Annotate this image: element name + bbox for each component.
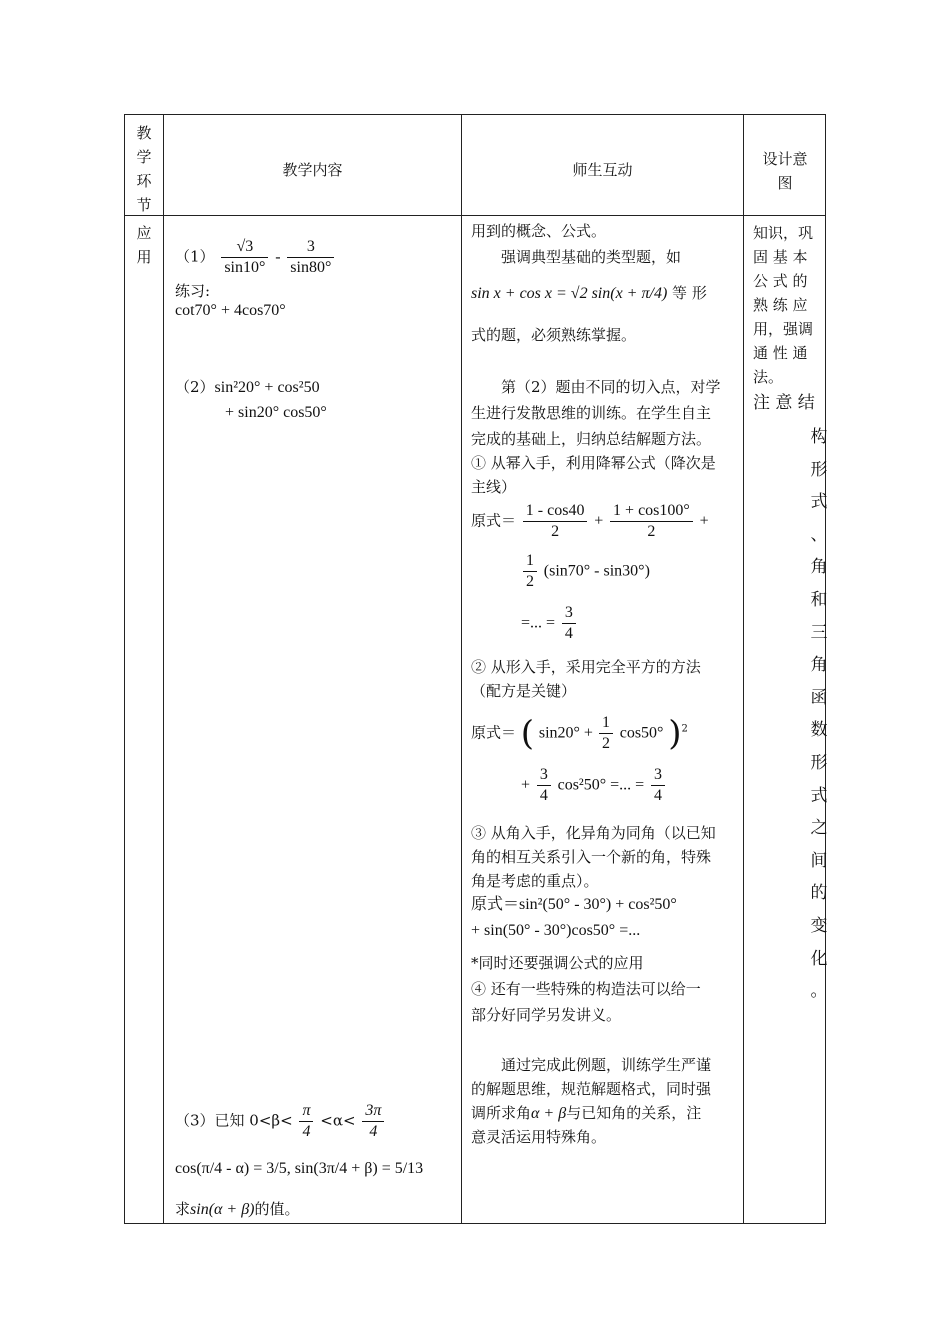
m1-res-num: 3	[562, 603, 576, 624]
m1-frac1-num: 1 - cos40	[523, 501, 588, 522]
m2-res-den: 4	[653, 787, 662, 804]
interaction-p1: 用到的概念、公式。	[471, 222, 607, 240]
intent-vertical-char: 角	[810, 655, 828, 676]
method4-line2: 部分好同学另发讲义。	[471, 1006, 622, 1024]
m1-half-den: 2	[526, 573, 534, 590]
m2-inner: sin20° +	[538, 724, 597, 742]
m2-plus: +	[521, 776, 531, 794]
method3-line2: 角的相互关系引入一个新的角，特殊	[471, 848, 712, 866]
header-intent-line2: 图	[777, 174, 793, 192]
intent-vertical-char: 形	[810, 752, 828, 773]
p2-formula: sin x + cos x = √2 sin(x + π/4)	[471, 285, 668, 302]
intent-line5: 用，强调	[753, 320, 814, 338]
m1-frac1-den: 2	[551, 523, 560, 540]
m1-result: =... =	[521, 614, 556, 632]
content-item2	[175, 375, 320, 400]
item3-ask-expr: sin(α + β)	[190, 1201, 255, 1218]
m1-res-den: 4	[564, 625, 573, 642]
m2-res-num: 3	[651, 765, 665, 786]
intent-line4: 熟 练 应	[753, 296, 808, 314]
item1-frac2-den: sin80°	[290, 259, 332, 276]
m1-frac2-num: 1 + cos100°	[610, 501, 693, 522]
header-intent	[744, 147, 826, 195]
item1-minus: -	[275, 248, 281, 266]
method1-line3	[521, 551, 650, 592]
method3-eq1: 原式＝sin²(50° - 30°) + cos²50°	[471, 896, 677, 913]
m2-lparen: (	[520, 713, 535, 754]
m1-half	[523, 551, 537, 592]
item3-mid: <α<	[320, 1111, 356, 1130]
header-content: 教学内容	[282, 161, 343, 179]
item1-frac1-den: sin10°	[224, 259, 266, 276]
item3-label: （3）已知 0<β<	[175, 1111, 293, 1130]
interaction-p2-tail: 式的题，必须熟练掌握。	[471, 326, 637, 344]
intent-vertical-char: 式	[810, 492, 828, 513]
item3-condition: cos(π/4 - α) = 3/5, sin(3π/4 + β) = 5/13	[175, 1160, 424, 1177]
method2-line2: （配方是关键）	[471, 682, 577, 700]
item3-frac1	[299, 1101, 313, 1142]
summary-line1: 通过完成此例题，训练学生严谨	[501, 1056, 712, 1074]
m2-square: 2	[681, 723, 688, 735]
intent-vertical-char: 间	[810, 850, 828, 871]
m2-34-den: 4	[539, 787, 548, 804]
interaction-p2-formula-line	[471, 281, 707, 306]
m1-frac2	[610, 501, 693, 542]
intent-line6: 通 性 通	[753, 344, 808, 362]
interaction-p3-line2: 生进行发散思维的训练。在学生自主	[471, 404, 712, 422]
method3-line1: ③ 从角入手，化异角为同角（以已知	[471, 824, 716, 842]
m2-34-num: 3	[537, 765, 551, 786]
item1-frac2	[287, 237, 334, 278]
m2-eq-label: 原式＝	[471, 723, 517, 742]
intent-line7: 法。	[753, 368, 784, 386]
content-item1	[175, 237, 336, 278]
column-divider	[461, 115, 462, 1223]
item1-frac2-num: 3	[287, 237, 334, 258]
m2-mid: cos²50° =... =	[557, 776, 645, 794]
p2-tail1: 等 形	[672, 284, 707, 302]
item1-frac1	[221, 237, 268, 278]
method2-line1: ② 从形入手，采用完全平方的方法	[471, 658, 701, 676]
m2-inner2: cos50°	[619, 724, 664, 742]
m1-eq-label: 原式＝	[471, 511, 517, 530]
m2-res-frac	[651, 765, 665, 806]
intent-vertical-char: 构	[810, 427, 828, 447]
intent-vertical-text	[809, 421, 829, 1008]
intent-vertical-char: 之	[810, 818, 828, 839]
item3-ask	[175, 1197, 300, 1222]
item3-frac2	[362, 1101, 384, 1142]
item1-label: （1）	[175, 247, 215, 266]
interaction-p3-line3: 完成的基础上，归纳总结解题方法。	[471, 430, 712, 448]
header-divider	[125, 215, 825, 216]
intent-vertical-char: 形	[810, 459, 828, 480]
m2-half	[599, 713, 613, 754]
practice-expr: cot70° + 4cos70°	[175, 302, 286, 319]
item3-frac2-num: 3π	[362, 1101, 384, 1122]
method4-line1: ④ 还有一些特殊的构造法可以给一	[471, 980, 701, 998]
summary-line3-expr: α + β	[531, 1105, 567, 1122]
intent-vertical-char: 式	[810, 785, 828, 806]
intent-vertical-char: 变	[810, 915, 828, 936]
m2-half-den: 2	[601, 735, 610, 752]
intent-line1: 知识，巩	[753, 224, 814, 242]
m1-plus-2: +	[699, 512, 709, 530]
m2-34	[537, 765, 551, 806]
item1-frac1-num: √3	[221, 237, 268, 258]
header-interaction: 师生互动	[572, 161, 633, 179]
method1-result	[521, 603, 578, 644]
item2-label: （2）	[175, 378, 215, 396]
intent-line8: 注 意 结	[753, 393, 815, 413]
intent-vertical-char: 函	[810, 687, 828, 708]
m2-half-num: 1	[599, 713, 613, 734]
intent-vertical-char: 的	[810, 883, 828, 904]
lesson-table	[124, 114, 826, 1224]
m1-paren: (sin70° - sin30°)	[543, 562, 650, 580]
header-intent-line1: 设计意	[762, 150, 808, 168]
method3-eq2: + sin(50° - 30°)cos50° =...	[471, 922, 641, 939]
m1-plus: +	[594, 512, 604, 530]
practice-label: 练习:	[175, 282, 211, 300]
method3-line3: 角是考虑的重点）。	[471, 872, 599, 890]
item2-line1: sin²20° + cos²50	[214, 379, 320, 396]
m1-frac1	[523, 501, 588, 542]
intent-vertical-char: 。	[810, 981, 828, 1002]
intent-line3: 公 式 的	[753, 272, 808, 290]
method2-line4	[521, 765, 667, 806]
item3-ask-suffix: 的值。	[254, 1200, 300, 1218]
m1-res-frac	[562, 603, 576, 644]
method1-line1: ① 从幂入手，利用降幂公式（降次是	[471, 454, 716, 472]
m2-rparen: )	[668, 713, 682, 754]
intent-line2: 固 基 本	[753, 248, 808, 266]
intent-vertical-char: 数	[810, 720, 828, 741]
interaction-note: *同时还要强调公式的应用	[471, 954, 644, 972]
item2-line2: + sin20° cos50°	[225, 404, 327, 421]
summary-line3-pre: 调所求角	[471, 1104, 532, 1122]
item3-frac1-num: π	[299, 1101, 313, 1122]
intent-vertical-char: 化	[810, 948, 828, 969]
method1-line2: 主线）	[471, 478, 517, 496]
intent-vertical-char: 和	[810, 589, 828, 610]
item3-frac1-den: 4	[302, 1123, 311, 1140]
summary-line4: 意灵活运用特殊角。	[471, 1128, 607, 1146]
summary-line2: 的解题思维，规范解题格式，同时强	[471, 1080, 712, 1098]
summary-line3	[471, 1101, 701, 1126]
content-item3	[175, 1101, 386, 1142]
summary-line3-post: 与已知角的关系，注	[566, 1104, 702, 1122]
method2-equation	[471, 713, 688, 754]
item3-ask-prefix: 求	[175, 1200, 191, 1218]
column-divider	[743, 115, 744, 1223]
column-divider	[163, 115, 164, 1223]
item3-frac2-den: 4	[369, 1123, 378, 1140]
stage-label: 应用	[136, 224, 152, 266]
intent-vertical-char: 三	[810, 622, 828, 643]
interaction-p3-line1: 第（2）题由不同的切入点，对学	[501, 378, 721, 396]
intent-vertical-char: 、	[810, 524, 828, 545]
header-stage: 教学环节	[136, 124, 152, 214]
interaction-p2: 强调典型基础的类型题，如	[501, 248, 682, 266]
m1-half-num: 1	[523, 551, 537, 572]
intent-vertical-char: 角	[810, 557, 828, 578]
method1-equation	[471, 501, 709, 542]
m1-frac2-den: 2	[647, 523, 656, 540]
